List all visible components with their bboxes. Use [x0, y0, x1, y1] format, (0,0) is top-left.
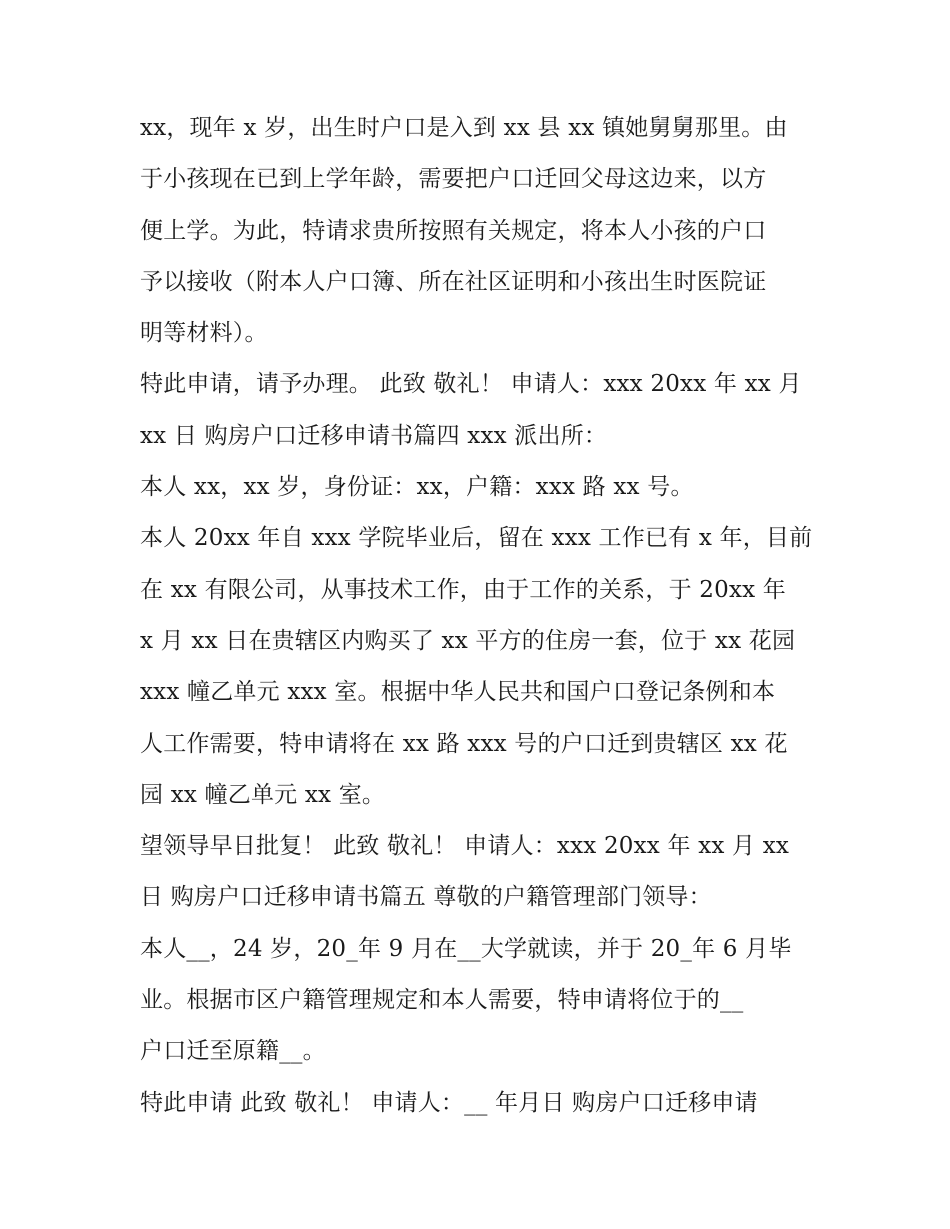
text-line: 园 xx 幢乙单元 xx 室。: [140, 781, 386, 808]
text-line: 明等材料）。: [140, 320, 268, 347]
text-line: 特此申请，请予办理。 此致 敬礼！ 申请人：xxx 20xx 年 xx 月: [140, 371, 802, 398]
text-line: 望领导早日批复！ 此致 敬礼！ 申请人：xxx 20xx 年 xx 月 xx: [140, 833, 790, 860]
text-line: 人工作需要，特申请将在 xx 路 xxx 号的户口迁到贵辖区 xx 花: [140, 730, 788, 757]
text-line: 本人 20xx 年自 xxx 学院毕业后，留在 xxx 工作已有 x 年，目前: [140, 525, 813, 552]
paragraph-housing-purchase-details: [140, 513, 820, 821]
text-line: 于小孩现在已到上学年龄，需要把户口迁回父母这边来，以方: [140, 166, 767, 193]
text-line: 日 购房户口迁移申请书篇五 尊敬的户籍管理部门领导：: [140, 884, 712, 911]
text-line: 便上学。为此，特请求贵所按照有关规定，将本人小孩的户口: [140, 217, 767, 244]
text-line: 本人 xx，xx 岁，身份证：xx，户籍：xxx 路 xx 号。: [140, 474, 694, 501]
text-line: xxx 幢乙单元 xxx 室。根据中华人民共和国户口登记条例和本: [140, 679, 776, 706]
paragraph-applicant-identity: [140, 462, 820, 513]
document-body: [140, 103, 820, 1129]
text-line: 本人__，24 岁，20_年 9 月在__大学就读，并于 20_年 6 月毕: [140, 935, 792, 962]
text-line: 户口迁至原籍__。: [140, 1038, 326, 1065]
text-line: xx，现年 x 岁，出生时户口是入到 xx 县 xx 镇她舅舅那里。由: [140, 115, 788, 141]
text-line: x 月 xx 日在贵辖区内购买了 xx 平方的住房一套，位于 xx 花园: [140, 627, 796, 654]
text-line: 予以接收（附本人户口簿、所在社区证明和小孩出生时医院证: [140, 268, 767, 295]
text-line: xx 日 购房户口迁移申请书篇四 xxx 派出所：: [140, 422, 608, 449]
text-line: 特此申请 此致 敬礼！ 申请人：__ 年月日 购房户口迁移申请: [140, 1089, 758, 1116]
paragraph-graduate-transfer-request: [140, 924, 820, 1078]
paragraph-closing-and-heading-four: [140, 359, 820, 462]
paragraph-closing-and-heading-five: [140, 821, 820, 924]
text-line: 业。根据市区户籍管理规定和本人需要，特申请将位于的__: [140, 987, 744, 1014]
paragraph-household-transfer-request: [140, 103, 820, 359]
text-line: 在 xx 有限公司，从事技术工作，由于工作的关系，于 20xx 年: [140, 576, 786, 603]
paragraph-final-closing: [140, 1078, 820, 1129]
